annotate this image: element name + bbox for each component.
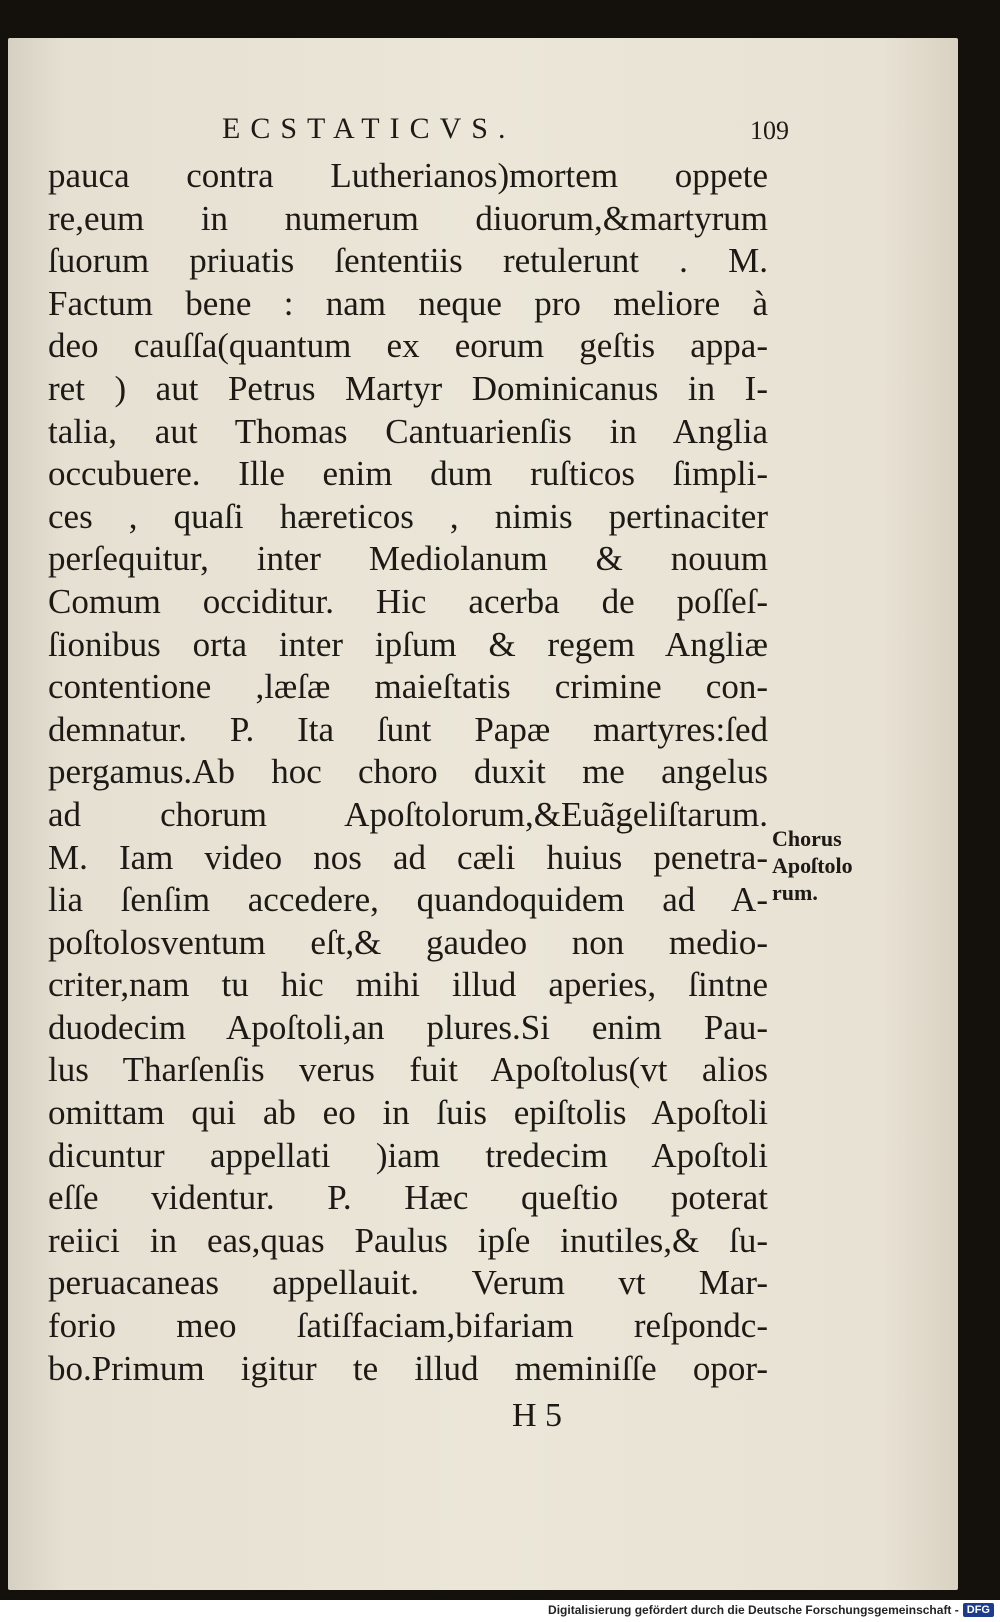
signature-mark: H 5 bbox=[512, 1397, 563, 1434]
text-line: bo.Primum igitur te illud meminiſſe opor- bbox=[48, 1348, 768, 1388]
marginal-note bbox=[772, 825, 872, 906]
text-line: re,eum in numerum diuorum,&martyrum bbox=[48, 198, 768, 238]
text-line: poſtolosventum eſt,& gaudeo non medio- bbox=[48, 922, 768, 962]
text-line: perſequitur, inter Mediolanum & nouum bbox=[48, 539, 768, 579]
text-line: lus Tharſenſis verus fuit Apoſtolus(vt alios bbox=[48, 1050, 768, 1090]
credit-text: Digitalisierung gefördert durch die Deutsche Forschungsgemeinschaft - bbox=[548, 1603, 959, 1617]
text-line: talia, aut Thomas Cantuarienſis in Anglia bbox=[48, 411, 768, 451]
text-line: pauca contra Lutherianos)mortem oppete bbox=[48, 156, 768, 195]
marginal-note-line: Chorus bbox=[772, 826, 842, 851]
dfg-logo: DFG bbox=[963, 1603, 994, 1617]
text-line: duodecim Apoſtoli,an plures.Si enim Pau- bbox=[48, 1007, 768, 1047]
text-line: peruacaneas appellauit. Verum vt Mar- bbox=[48, 1263, 768, 1303]
text-line: pergamus.Ab hoc choro duxit me angelus bbox=[48, 752, 768, 792]
text-line: demnatur. P. Ita ſunt Papæ martyres:ſed bbox=[48, 709, 768, 749]
text-line: deo cauſſa(quantum ex eorum geſtis appa- bbox=[48, 326, 768, 366]
text-line: Factum bene : nam neque pro meliore à bbox=[48, 283, 768, 323]
marginal-note-line: rum. bbox=[772, 880, 818, 905]
digitization-credit bbox=[548, 1600, 994, 1620]
text-line: criter,nam tu hic mihi illud aperies, ſintne bbox=[48, 965, 768, 1005]
text-line: ſionibus orta inter ipſum & regem Angliæ bbox=[48, 624, 768, 664]
running-head: ECSTATICVS. bbox=[222, 112, 516, 145]
text-line: Comum occiditur. Hic acerba de poſſeſ- bbox=[48, 581, 768, 621]
text-line: M. Iam video nos ad cæli huius penetra- bbox=[48, 837, 768, 877]
text-line: occubuere. Ille enim dum ruſticos ſimpli- bbox=[48, 454, 768, 494]
text-line: ces , quaſi hæreticos , nimis pertinaciter bbox=[48, 496, 768, 536]
body-text bbox=[48, 155, 768, 1390]
text-line: contentione ,læſæ maieſtatis crimine con- bbox=[48, 667, 768, 707]
text-line: ſuorum priuatis ſententiis retulerunt . M. bbox=[48, 241, 768, 281]
text-line: forio meo ſatiſfaciam,bifariam reſpondc- bbox=[48, 1306, 768, 1346]
text-line: lia ſenſim accedere, quandoquidem ad A- bbox=[48, 880, 768, 920]
text-line: dicuntur appellati )iam tredecim Apoſtoli bbox=[48, 1135, 768, 1175]
text-line: reiici in eas,quas Paulus ipſe inutiles,& ſu- bbox=[48, 1220, 768, 1260]
page-number: 109 bbox=[750, 116, 789, 145]
text-line: ret ) aut Petrus Martyr Dominicanus in I- bbox=[48, 368, 768, 408]
text-line: eſſe videntur. P. Hæc queſtio poterat bbox=[48, 1178, 768, 1218]
text-line: omittam qui ab eo in ſuis epiſtolis Apoſtoli bbox=[48, 1093, 768, 1133]
marginal-note-line: Apoſtolo bbox=[772, 853, 853, 878]
text-line: ad chorum Apoſtolorum,&Euãgeliſtarum. bbox=[48, 794, 768, 834]
